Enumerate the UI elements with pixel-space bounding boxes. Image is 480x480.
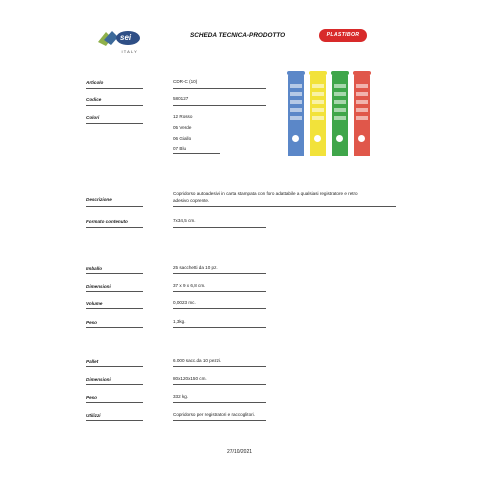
row-rule — [173, 308, 266, 309]
imballo-peso-label: Peso — [86, 320, 97, 325]
imballo-volume-value: 0,0023 mc. — [173, 300, 196, 305]
formato-value: 7x34,5 cm. — [173, 218, 196, 223]
descrizione-value-line2: adesivo coprente. — [173, 198, 210, 203]
spine-hole — [336, 135, 343, 142]
colore-item: 05 Verde — [173, 125, 192, 130]
imballo-label: Imballo — [86, 266, 103, 271]
row-rule — [86, 366, 143, 367]
codice-value: 580127 — [173, 96, 189, 101]
pallet-value: 6.000 sacc.da 10 pezzi. — [173, 358, 222, 363]
row-rule — [173, 291, 266, 292]
row-rule — [86, 420, 143, 421]
document-date: 27/10/2021 — [227, 449, 253, 455]
spine-label-green — [332, 74, 348, 156]
articolo-label: Articolo — [86, 80, 104, 85]
row-rule — [86, 273, 143, 274]
pallet-peso-value: 332 kg. — [173, 394, 189, 399]
row-rule — [86, 402, 143, 403]
utilizzi-value: Copridorso per registratori e raccoglitori. — [173, 412, 255, 417]
row-rule — [173, 402, 266, 403]
row-rule — [173, 105, 266, 106]
row-rule — [86, 206, 143, 207]
descrizione-value-line1: Copridorso autoadesivi in carta stampata con foro adattabile a qualsiasi registratore e retro — [173, 191, 358, 196]
imballo-dimensioni-label: Dimensioni — [86, 284, 111, 289]
row-rule — [86, 227, 143, 228]
pallet-label: Pallet — [86, 359, 99, 364]
sei-logo-text: sei — [120, 33, 132, 42]
row-rule — [86, 384, 143, 385]
row-rule — [86, 291, 143, 292]
pallet-dimensioni-value: 80x120x150 cm. — [173, 376, 207, 381]
row-rule — [173, 153, 220, 154]
row-rule — [86, 327, 143, 328]
row-rule — [86, 88, 143, 89]
colore-item: 07 Blu — [173, 146, 187, 151]
document-title: SCHEDA TECNICA-PRODOTTO — [190, 32, 286, 39]
utilizzi-label: Utilizzi — [86, 413, 101, 418]
strip-cap — [287, 71, 305, 75]
spine-label-red — [354, 74, 370, 156]
spine-hole — [292, 135, 299, 142]
imballo-value: 25 sacchetti da 10 pz. — [173, 265, 218, 270]
row-rule — [173, 420, 266, 421]
sei-logo-mark — [96, 28, 142, 48]
row-rule — [173, 273, 266, 274]
colore-item: 12 Rosso — [173, 114, 193, 119]
spine-label-blue — [288, 74, 304, 156]
colori-label: Colori — [86, 115, 100, 120]
row-rule — [86, 123, 143, 124]
spine-label-yellow — [310, 74, 326, 156]
colore-item: 06 Giallo — [173, 136, 192, 141]
row-rule — [173, 366, 266, 367]
sei-logo-subtext: ITALY — [121, 49, 138, 54]
formato-label: Formato contenuto — [86, 219, 128, 224]
row-rule — [173, 206, 396, 207]
row-rule — [86, 308, 143, 309]
codice-label: Codice — [86, 97, 102, 102]
imballo-peso-value: 1,3kg. — [173, 319, 186, 324]
imballo-dimensioni-value: 37 x 9 x 6,8 cm. — [173, 283, 206, 288]
spine-hole — [314, 135, 321, 142]
sei-logo — [96, 28, 142, 54]
product-image — [288, 70, 374, 158]
row-rule — [173, 384, 266, 385]
articolo-value: CDR-C (10) — [173, 79, 198, 84]
row-rule — [86, 105, 143, 106]
spine-hole — [358, 135, 365, 142]
row-rule — [173, 227, 266, 228]
pallet-peso-label: Peso — [86, 395, 97, 400]
row-rule — [173, 88, 266, 89]
row-rule — [173, 327, 266, 328]
pallet-dimensioni-label: Dimensioni — [86, 377, 111, 382]
descrizione-label: Descrizione — [86, 197, 112, 202]
imballo-volume-label: Volume — [86, 301, 103, 306]
plastibor-logo: PLASTIBOR — [319, 29, 367, 42]
